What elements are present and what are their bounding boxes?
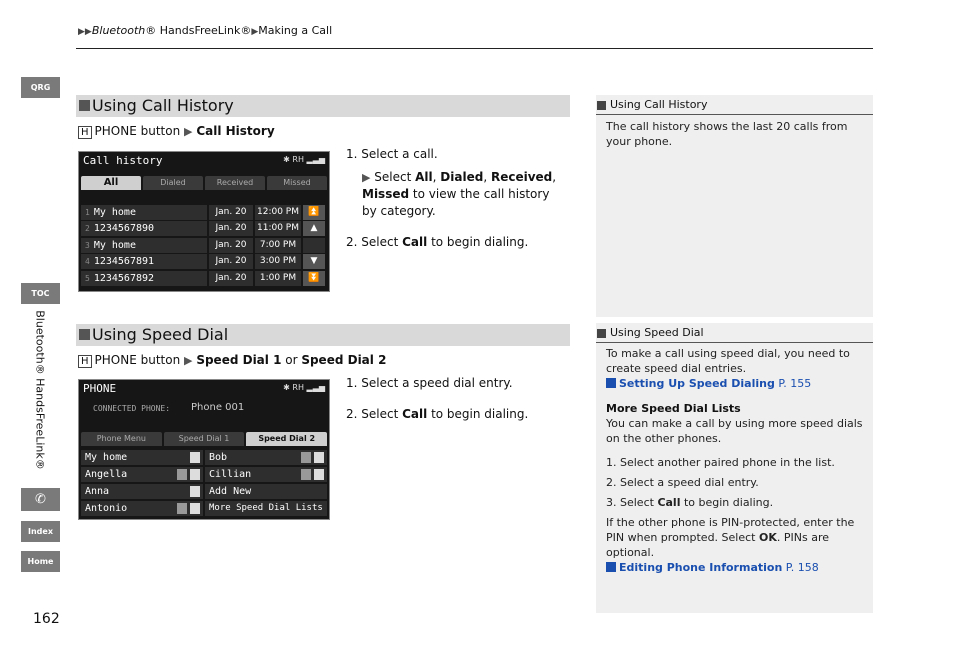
instruction-target-1: Speed Dial 1	[196, 353, 282, 367]
note-paragraph: If the other phone is PIN-protected, enter the PIN when prompted. Select OK. PINs are optional.	[606, 516, 855, 559]
more-speed-dial-lists-button[interactable]: More Speed Dial Lists	[205, 501, 327, 516]
speed-dial-entry[interactable]: Anna	[81, 484, 203, 499]
arrow-icon: ▶▶	[78, 27, 92, 37]
screen-title: PHONE	[83, 382, 117, 395]
phone-type-icon	[190, 486, 200, 497]
table-row[interactable]	[81, 254, 327, 271]
status-icons: ✱ RH ▂▃▅	[283, 383, 325, 392]
call-time: 11:00 PM	[255, 221, 301, 236]
speed-dial-entry[interactable]: Cillian	[205, 467, 327, 482]
call-date: Jan. 20	[209, 205, 253, 220]
call-time: 3:00 PM	[255, 254, 301, 269]
scroll-bottom-icon[interactable]: ⏬	[303, 271, 325, 286]
note-paragraph: To make a call using speed dial, you need to create speed dial entries.	[606, 347, 850, 375]
tab-phone-menu[interactable]: Phone Menu	[81, 432, 162, 446]
home-icon	[190, 452, 200, 463]
call-list	[81, 204, 327, 287]
scroll-top-icon[interactable]: ⏫	[303, 205, 325, 220]
page-number: 162	[33, 611, 60, 627]
call-history-tabs	[81, 176, 327, 190]
note-heading: Using Speed Dial	[596, 323, 873, 343]
note-heading: Using Call History	[596, 95, 873, 115]
scroll-spacer	[303, 238, 325, 253]
note-paragraph: You can make a call by using more speed dials on the other phones.	[606, 417, 863, 445]
phone-type-icon	[314, 452, 324, 463]
step-1-sub: ▶ Select All, Dialed, Received, Missed to view the call history by category.	[362, 170, 557, 218]
speed-dial-entry[interactable]: Antonio	[81, 501, 203, 516]
toc-tab[interactable]: TOC	[21, 283, 60, 304]
link-icon	[606, 562, 616, 572]
call-date: Jan. 20	[209, 254, 253, 269]
step-2: 2. Select Call to begin dialing.	[346, 407, 529, 421]
instruction-start: PHONE button	[94, 353, 181, 367]
table-row[interactable]	[81, 204, 327, 221]
speed-dial-screen	[78, 379, 330, 520]
call-history-steps	[346, 146, 560, 251]
note-list-item: 2. Select a speed dial entry.	[606, 476, 759, 489]
header-rule	[76, 48, 873, 49]
table-row[interactable]	[81, 270, 327, 287]
tab-received[interactable]: Received	[205, 176, 265, 190]
call-name: 5 1234567892	[81, 271, 207, 286]
square-bullet-icon	[79, 100, 90, 111]
scroll-up-icon[interactable]: ▲	[303, 221, 325, 236]
call-name: 2 1234567890	[81, 221, 207, 236]
speed-dial-grid	[81, 450, 327, 516]
index-tab[interactable]: Index	[21, 521, 60, 542]
call-time: 12:00 PM	[255, 205, 301, 220]
breadcrumb	[78, 24, 332, 37]
section-heading-speed-dial	[76, 324, 570, 346]
step-1: 1. Select a speed dial entry.	[346, 376, 513, 390]
connected-phone-label: CONNECTED PHONE:	[93, 404, 171, 413]
arrow-icon: ▶	[362, 171, 371, 184]
note-call-history	[596, 95, 873, 317]
status-icons: ✱ RH ▂▃▅	[283, 155, 325, 164]
scroll-down-icon[interactable]: ▼	[303, 254, 325, 269]
call-name: 3 My home	[81, 238, 207, 253]
hint-icon: H	[78, 126, 92, 139]
step-1: 1. Select a call.	[346, 147, 438, 161]
note-list-item: 3. Select Call to begin dialing.	[606, 496, 774, 509]
home-tab[interactable]: Home	[21, 551, 60, 572]
call-name: 4 1234567891	[81, 254, 207, 269]
square-bullet-icon	[79, 329, 90, 340]
call-date: Jan. 20	[209, 238, 253, 253]
step-2: 2. Select Call to begin dialing.	[346, 235, 529, 249]
connected-phone-value: Phone 001	[191, 402, 245, 413]
section-title: Using Speed Dial	[92, 325, 229, 344]
section-heading-call-history	[76, 95, 570, 117]
arrow-icon: ▶	[251, 27, 259, 37]
note-icon	[597, 329, 606, 338]
phone-type-icon	[314, 469, 324, 480]
note-subheading: More Speed Dial Lists	[606, 402, 741, 415]
breadcrumb-handsfreelink[interactable]: ® HandsFreeLink®	[145, 24, 252, 37]
call-date: Jan. 20	[209, 271, 253, 286]
breadcrumb-bluetooth[interactable]: Bluetooth	[91, 24, 146, 37]
voice-tag-icon	[177, 503, 187, 514]
call-date: Jan. 20	[209, 221, 253, 236]
phone-type-icon	[190, 469, 200, 480]
call-name: 1 My home	[81, 205, 207, 220]
speed-dial-steps	[346, 375, 560, 423]
note-speed-dial	[596, 323, 873, 613]
breadcrumb-making-a-call[interactable]: Making a Call	[258, 24, 333, 37]
hint-icon: H	[78, 355, 92, 368]
tab-all[interactable]: All	[81, 176, 141, 190]
arrow-icon: ▶	[184, 125, 193, 138]
table-row[interactable]	[81, 237, 327, 254]
instruction-target: Call History	[196, 124, 275, 138]
note-body	[606, 346, 863, 575]
speed-dial-entry[interactable]: Angella	[81, 467, 203, 482]
arrow-icon: ▶	[184, 354, 193, 367]
voice-tag-icon	[177, 469, 187, 480]
link-setting-up-speed-dialing[interactable]: Setting Up Speed Dialing P. 155	[606, 376, 863, 391]
qrg-tab[interactable]: QRG	[21, 77, 60, 98]
speed-dial-tabs	[81, 432, 327, 446]
add-new-entry[interactable]: Add New	[205, 484, 327, 499]
chapter-label	[30, 310, 50, 470]
bluetooth-icon[interactable]: ✆	[21, 488, 60, 511]
instruction-speed-dial: H PHONE button ▶ Speed Dial 1 or Speed Dial 2	[78, 353, 386, 367]
chapter-label-text: Bluetooth® HandsFreeLink®	[33, 310, 47, 470]
link-icon	[606, 378, 616, 388]
voice-tag-icon	[301, 452, 311, 463]
instruction-target-2: Speed Dial 2	[301, 353, 387, 367]
tab-dialed[interactable]: Dialed	[143, 176, 203, 190]
note-list-item: 1. Select another paired phone in the list.	[606, 456, 835, 469]
speed-dial-entry[interactable]: Bob	[205, 450, 327, 465]
call-history-screen	[78, 151, 330, 292]
instruction-start: PHONE button	[94, 124, 181, 138]
link-editing-phone-information[interactable]: Editing Phone Information P. 158	[606, 560, 863, 575]
phone-type-icon	[190, 503, 200, 514]
tab-speed-dial-1[interactable]: Speed Dial 1	[164, 432, 245, 446]
call-time: 1:00 PM	[255, 271, 301, 286]
table-row[interactable]	[81, 221, 327, 238]
home-icon	[301, 469, 311, 480]
note-body: The call history shows the last 20 calls from your phone.	[606, 120, 848, 148]
tab-missed[interactable]: Missed	[267, 176, 327, 190]
call-time: 7:00 PM	[255, 238, 301, 253]
tab-speed-dial-2[interactable]: Speed Dial 2	[246, 432, 327, 446]
section-title: Using Call History	[92, 96, 234, 115]
screen-title: Call history	[83, 154, 163, 167]
speed-dial-entry[interactable]: My home	[81, 450, 203, 465]
instruction-call-history	[78, 124, 275, 138]
note-icon	[597, 101, 606, 110]
